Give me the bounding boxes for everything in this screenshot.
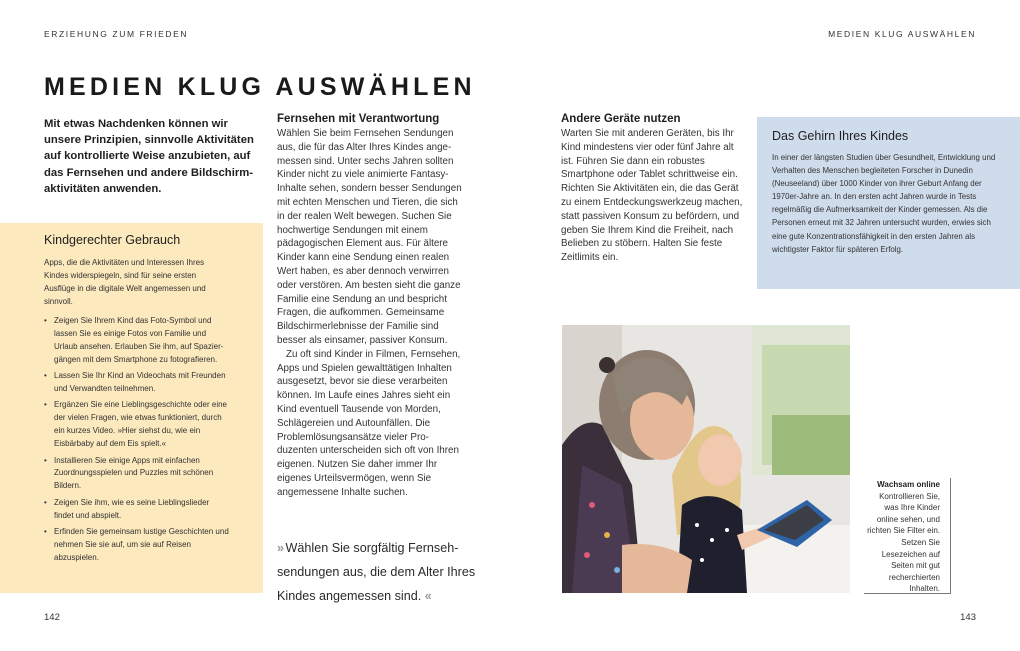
list-item: • Zeigen Sie Ihrem Kind das Foto-Symbol und lassen Sie es einige Fotos von Familie und Urlaub ansehen. Erlauben Sie ihm, auf Spaziergängen mit dem Smartphone zu fotografieren. [44, 315, 230, 367]
column-heading: Fernsehen mit Verantwortung [277, 113, 440, 125]
list-item: • Installieren Sie einige Apps mit einfachen Zuordnungsspielen und Puzzles mit schönen Bildern. [44, 455, 230, 494]
body-paragraph: Zu oft sind Kinder in Filmen, Fernsehen, Apps und Spielen gewalttätigen Inhalten ausgesetzt, bevor sie diese verarbeiten können. Im Laufe eines Jahres sieht ein Kind eventuell Tausende von Morden, Schlägereien und Autounfällen. Die Problemlösungsansätze vieler Produzenten unterscheiden sich oft von Ihren eigenen. Nutzen Sie daher immer Ihr eigenes Urteilsvermögen, wenn Sie angemessene Inhalte suchen. [277, 348, 461, 498]
column-fernsehen [277, 113, 462, 500]
caption-divider [864, 593, 951, 594]
body-paragraph: Warten Sie mit anderen Geräten, bis Ihr Kind mindestens vier oder fünf Jahre alt ist. Führen Sie dann ein robustes Smartphone oder Tablet schrittweise ein. Richten Sie Aktivitäten ein, die das Gerät zu einem Entdeckungswerkzeug machen, statt passiven Konsum zu befördern, und geben Sie Ihrem Kind die Freiheit, nach Belieben zu stöbern. Halten Sie feste Zeitlimits ein. [561, 128, 743, 264]
column-andere-geraete [561, 113, 746, 265]
caption-title: Wachsam online [877, 480, 940, 489]
caption-text: Kontrollieren Sie, was Ihre Kinder online sehen, und richten Sie Filter ein. Setzen Sie Lesezeichen auf Seiten mit gut recherchierten Inhalten. [867, 491, 940, 594]
page-number-left: 142 [44, 612, 60, 623]
body-paragraph: Wählen Sie beim Fernsehen Sendungen aus, die für das Alter Ihres Kindes angemessen sind. Unter sechs Jahren sollten Kinder nicht zu viele animierte Fantasy-Inhalte sehen, sondern besser Sendungen mit echten Menschen und Tieren, die sich in der realen Welt bewegen. Suchen Sie hochwertige Sendungen mit einem pädagogischen Element aus. Für ältere Kinder kann eine Sendung einen realen Wert haben, es aber dennoch verwirren oder verstören. Am besten sieht die ganze Familie eine Sendung an und bespricht Fragen, die aufkommen. Gemeinsame Bildschirmerlebnisse der Familie sind besser als einsamer, passiver Konsum. [277, 128, 462, 346]
sidebar-intro: Apps, die die Aktivitäten und Interessen Ihres Kindes widerspiegeln, sind für seine ersten Ausflüge in die digitale Welt angemessen und sinnvoll. [44, 258, 206, 306]
sidebar-heading: Kindgerechter Gebrauch [44, 233, 181, 247]
sidebar-kindgerechter-gebrauch [0, 223, 263, 593]
list-item: • Ergänzen Sie eine Lieblingsgeschichte oder eine der vielen Fragen, wie etwas funktioniert, durch ein kurzes Video. »Hier siehst du, wie ein Eisbärbaby auf dem Eis spielt.« [44, 399, 230, 451]
running-header-left: ERZIEHUNG ZUM FRIEDEN [44, 29, 189, 39]
column-heading: Andere Geräte nutzen [561, 113, 681, 125]
sidebar-list [44, 315, 230, 568]
sidebar-gehirn [757, 117, 1020, 289]
quote-open-icon: » [277, 541, 283, 555]
list-item: • Lassen Sie Ihr Kind an Videochats mit Freunden und Verwandten teilnehmen. [44, 370, 230, 396]
sidebar-text: In einer der längsten Studien über Gesundheit, Entwicklung und Verhalten des Menschen begleiteten Forscher in Dunedin (Neuseeland) über 1000 Kinder von ihrer Geburt Anfang der 1970er-Jahre an. In den ersten acht Jahren wurde in Tests regelmäßig die Aufmerksamkeit der Kinder gemessen. Als die Personen erneut mit 32 Jahren untersucht wurden, erwies sich eine gute Konzentrationsfähigkeit in den ersten Jahren als wichtigster Faktor für späteren Erfolg. [772, 153, 996, 254]
quote-close-icon: « [424, 589, 430, 603]
pull-quote-text: Wählen Sie sorgfältig Fernsehsendungen aus, die dem Alter Ihres Kindes angemessen sind. [277, 541, 476, 603]
list-item: • Zeigen Sie ihm, wie es seine Lieblingslieder findet und abspielt. [44, 497, 230, 523]
page-number-right: 143 [960, 612, 976, 623]
photo-caption [864, 479, 940, 595]
page-title: MEDIEN KLUG AUSWÄHLEN [44, 73, 476, 101]
pull-quote [277, 536, 477, 608]
running-header-right: MEDIEN KLUG AUSWÄHLEN [828, 29, 976, 39]
caption-divider [950, 478, 951, 593]
sidebar-heading: Das Gehirn Ihres Kindes [772, 129, 909, 143]
list-item: • Erfinden Sie gemeinsam lustige Geschichten und nehmen Sie sie auf, um sie auf Reisen abzuspielen. [44, 526, 230, 565]
intro-paragraph: Mit etwas Nachdenken können wir unsere Prinzipien, sinnvolle Aktivitäten auf kontrollierte Weise anzubieten, auf das Fernsehen und andere Bildschirmaktivitäten anwenden. [44, 118, 254, 195]
photo-mother-child-tablet [562, 325, 850, 593]
